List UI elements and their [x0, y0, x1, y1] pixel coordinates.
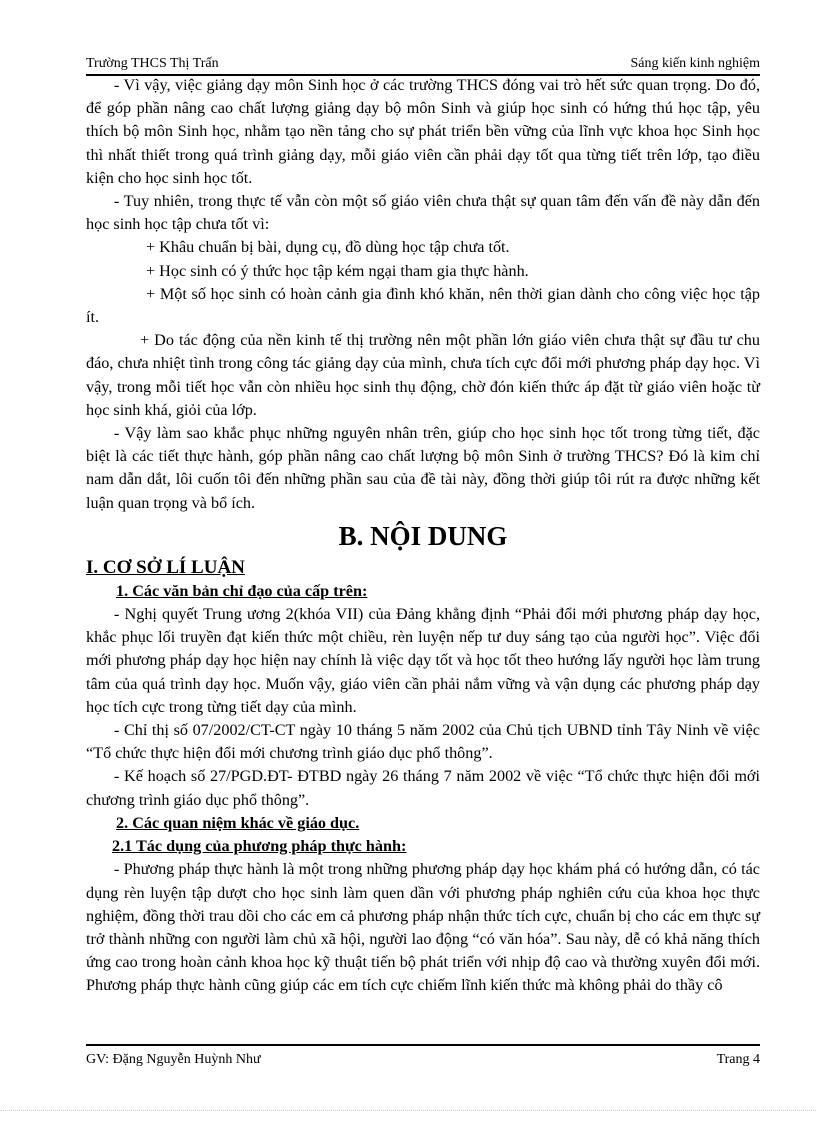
paragraph: + Do tác động của nền kinh tế thị trường nên một phần lớn giáo viên chưa thật sự đầu tư chu đáo, chưa nhiệt tình trong công tác giảng dạy của mình, chưa tích cực đổi mới phương pháp dạy học. Vì vậy, trong mỗi tiết học vẫn còn nhiều học sinh thụ động, chờ đón kiến thức áp đặt từ giáo viên hoặc từ học sinh khá, giỏi của lớp.: [86, 331, 760, 419]
paragraph: - Nghị quyết Trung ương 2(khóa VII) của Đảng khẳng định “Phải đổi mới phương pháp dạy học, khắc phục lối truyền đạt kiến thức một chiều, rèn luyện nếp tư duy sáng tạo của người học”. Việc đổi mới phương pháp dạy học hiện nay chính là việc dạy tốt và học tốt theo hướng lấy người học làm trung tâm của quá trình dạy học. Muốn vậy, giáo viên cần phải nắm vững và vận dụng các phương pháp dạy học tích cực trong từng tiết dạy của mình.: [86, 605, 760, 716]
paragraph: - Vì vậy, việc giảng dạy môn Sinh học ở các trường THCS đóng vai trò hết sức quan trọng. Do đó, để góp phần nâng cao chất lượng giảng dạy bộ môn Sinh và giúp học sinh có hứng thú học tập, yêu thích bộ môn Sinh học, nhằm tạo nền tảng cho sự phát triển bền vững của lĩnh vực khoa học Sinh học thì nhất thiết trong quá trình giảng dạy, mỗi giáo viên cần phải dạy tốt qua từng tiết trên lớp, tạo điều kiện cho học sinh học tốt.: [86, 76, 760, 187]
heading-1-1: [86, 580, 760, 603]
paragraph: - Kế hoạch số 27/PGD.ĐT- ĐTBD ngày 26 tháng 7 năm 2002 về việc “Tổ chức thực hiện đổi mới chương trình giáo dục phổ thông”.: [86, 767, 760, 809]
paragraph: + Khâu chuẩn bị bài, dụng cụ, đồ dùng học tập chưa tốt.: [146, 238, 510, 257]
footer-teacher: GV: Đặng Nguyễn Huỳnh Như: [86, 1052, 261, 1067]
header-doc-type: Sáng kiến kinh nghiệm: [630, 56, 760, 71]
page-footer: [86, 1044, 760, 1068]
heading-1-2: [86, 812, 760, 835]
paragraph: - Vậy làm sao khắc phục những nguyên nhân trên, giúp cho học sinh học tốt trong từng tiết, đặc biệt là các tiết thực hành, góp phần nâng cao chất lượng bộ môn Sinh ở trường THCS? Đó là kim chỉ nam dẫn dắt, lôi cuốn tôi đến những phần sau của đề tài này, đồng thời giúp tôi rút ra được những kết luận quan trọng và bổ ích.: [86, 424, 760, 512]
page-header: [86, 50, 760, 76]
page-bottom-divider: [0, 1110, 816, 1111]
heading-2-1-text: 2.1 Tác dụng của phương pháp thực hành:: [112, 837, 407, 856]
page-number: Trang 4: [716, 1052, 760, 1067]
header-school: Trường THCS Thị Trấn: [86, 56, 219, 71]
heading-1-2-text: 2. Các quan niệm khác về giáo dục.: [116, 813, 360, 832]
heading-1-1-text: 1. Các văn bản chỉ đạo của cấp trên:: [116, 581, 368, 600]
paragraph: + Một số học sinh có hoàn cảnh gia đình khó khăn, nên thời gian dành cho công việc học tập ít.: [86, 284, 760, 327]
paragraph: - Chỉ thị số 07/2002/CT-CT ngày 10 tháng 5 năm 2002 của Chủ tịch UBND tỉnh Tây Ninh về việc “Tổ chức thực hiện đổi mới chương trình giáo dục phổ thông”.: [86, 721, 760, 763]
paragraph: - Tuy nhiên, trong thực tế vẫn còn một số giáo viên chưa thật sự quan tâm đến vấn đề này dẫn đến học sinh học tập chưa tốt vì:: [86, 192, 760, 234]
heading-1-text: I. CƠ SỞ LÍ LUẬN: [86, 556, 245, 578]
paragraph: + Học sinh có ý thức học tập kém ngại tham gia thực hành.: [146, 261, 529, 280]
section-title: B. NỘI DUNG: [338, 520, 508, 551]
heading-2-1: [86, 835, 760, 858]
paragraph: - Phương pháp thực hành là một trong những phương pháp dạy học khám phá có hướng dẫn, có tác dụng rèn luyện tập dượt cho học sinh làm quen dần với phương pháp nghiên cứu của khoa học thực nghiệm, đồng thời trau dồi cho các em cả phương pháp nhận thức tích cực, chuẩn bị cho các em thực sự trở thành những con người làm chủ xã hội, người lao động “có văn hóa”. Sau này, dễ có khả năng thích ứng cao trong hoàn cảnh khoa học kỹ thuật tiến bộ phát triển với nhịp độ cao và thường xuyên đổi mới. Phương pháp thực hành cũng giúp các em tích cực chiếm lĩnh kiến thức mà không phải do thầy cô: [86, 860, 760, 995]
heading-1: [86, 555, 760, 580]
page-content: [86, 74, 760, 998]
